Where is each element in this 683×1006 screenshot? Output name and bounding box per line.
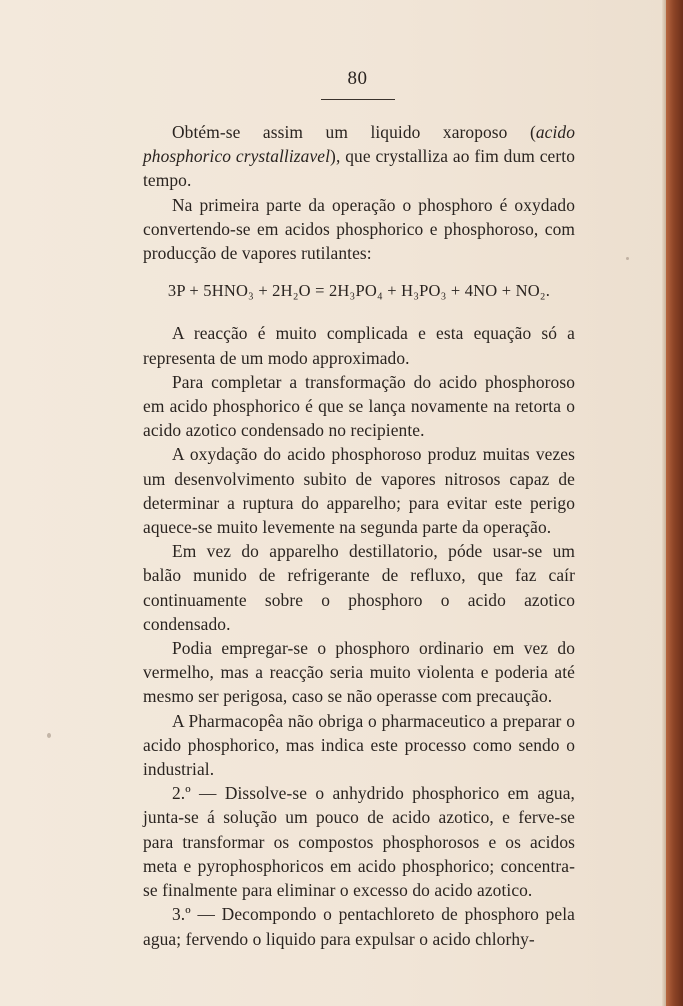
text-run: A oxydação do acido phosphoroso produz muitas vezes um desenvolvimento subito de vapores nitrosos capaz de determinar a ruptura do apparelho; para evitar este perigo aquece-se muito levemente na segunda parte da operação. [143, 444, 575, 538]
text-run: Em vez do apparelho destillatorio, póde usar-se um balão munido de refrigerante de refluxo, que faz caír continuamente sobre o phosphoro o acido azotico condensado. [143, 541, 575, 634]
page-number: 80 [347, 68, 368, 89]
foxing-spot [626, 257, 629, 260]
paragraph [143, 370, 575, 443]
text-run: Obtém-se assim um liquido xaroposo ( [172, 122, 536, 142]
paragraph [143, 193, 575, 266]
text-run: A Pharmacopêa não obriga o pharmaceutico a preparar o acido phosphorico, mas indica este processo como sendo o industrial. [143, 710, 575, 780]
text-run: Podia empregar-se o phosphoro ordinario em vez do vermelho, mas a reacção seria muito violenta e poderia até mesmo ser perigosa, caso se não operasse com precaução. [143, 638, 575, 707]
paragraph [143, 781, 575, 902]
paragraph [143, 321, 575, 369]
text-run: Na primeira parte da operação o phosphoro é oxydado convertendo-se em acidos phosphorico e phosphoroso, com producção de vapores rutilantes: [143, 194, 575, 264]
text-run: 3.º — Decompondo o pentachloreto de phosphoro pela agua; fervendo o liquido para expulsar o acido chlorhy- [143, 904, 575, 949]
foxing-spot [47, 733, 51, 738]
paragraph [143, 709, 575, 782]
text-run: Para completar a transformação do acido phosphoroso em acido phosphorico é que se lança novamente na retorta o acido azotico condensado no recipiente. [143, 371, 575, 441]
text-run: 2.º — Dissolve-se o anhydrido phosphorico em agua, junta-se á solução um pouco de acido azotico, e ferve-se para transformar os compostos phosphorosos e os acidos meta e pyrophosphoricos em acido phosphorico; concentra-se finalmente para eliminar o excesso do acido azotico. [143, 783, 575, 901]
paragraph [143, 636, 575, 709]
chemical-equation: 3P + 5HNO₃ + 2H₂O = 2H₃PO₄ + H₃PO₃ + 4NO + NO₂. [167, 281, 551, 301]
paragraph [143, 902, 575, 950]
paragraph [143, 539, 575, 636]
header-rule [321, 99, 395, 100]
paragraph [143, 442, 575, 539]
text-run: A reacção é muito complicada e esta equação só a representa de um modo approximado. [143, 323, 575, 368]
body-text [143, 120, 575, 951]
italic-text: acido phosphorico crystallizavel [143, 122, 575, 167]
paragraph [143, 120, 575, 193]
book-spine [666, 0, 683, 1006]
text-run: ), que crystalliza ao fim dum certo tempo. [143, 146, 575, 191]
